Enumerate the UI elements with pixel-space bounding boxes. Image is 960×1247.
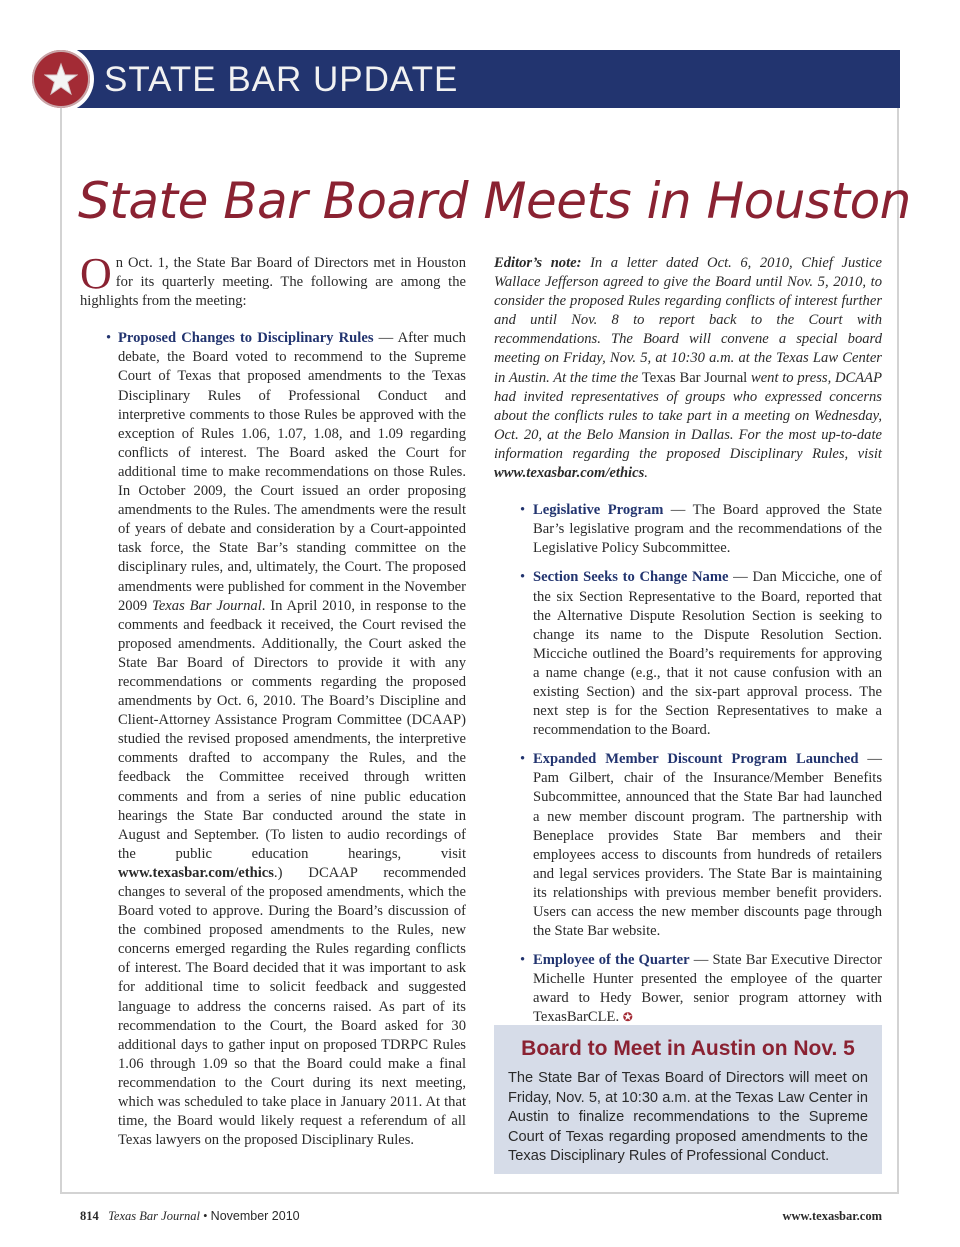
banner-title: STATE BAR UPDATE: [104, 60, 459, 99]
bullet-legislative-program: [494, 501, 882, 558]
box-title: Board to Meet in Austin on Nov. 5: [521, 1037, 855, 1060]
journal-name: Texas Bar Journal: [641, 369, 748, 386]
bullet-text: Pam Gilbert, chair of the Insurance/Member Benefits Subcommittee, announced that the State Bar had launched a new member discount program. The partnership with Beneplace provides State Bar members and their employees access to discounts from hundreds of retailers and legal services providers. The State Bar is maintaining its relationships with previous member benefit providers. Users can access the new member discounts page through the State Bar website.: [533, 770, 882, 940]
ethics-link[interactable]: www.texasbar.com/ethics: [118, 864, 274, 881]
bullet-disciplinary-rules: [80, 329, 466, 1150]
meeting-announcement-box: [494, 1025, 882, 1174]
bullet-separator: —: [858, 751, 882, 768]
note-text: In a letter dated Oct. 6, 2010, Chief Justice Wallace Jefferson agreed to give the Board until Nov. 5, 2010, to consider the proposed Rules regarding conflicts of interest further and until Nov. 8 to report back to the Court with recommendations. The Board will convene a special board meeting on Friday, Nov. 5, at 10:30 a.m. at the Texas Law Center in Austin. At the time the: [494, 255, 882, 386]
bullet-separator: —: [689, 952, 713, 969]
bullet-separator: —: [373, 330, 398, 347]
bullet-title: Section Seeks to Change Name: [533, 569, 729, 586]
footer-website-link[interactable]: www.texasbar.com: [782, 1209, 882, 1223]
drop-cap: O: [80, 249, 112, 298]
bullet-section-name-change: [494, 568, 882, 740]
bullet-separator: —: [663, 502, 693, 519]
note-text: went to press, DCAAP had invited representatives of groups who expressed concerns about the conflicts rules to take part in a meeting on Wednesday, Oct. 20, at the Belo Mansion in Dallas. For the most up-to-date information regarding the proposed Disciplinary Rules, visit: [494, 369, 883, 462]
left-column: [80, 249, 466, 1160]
footer-separator: •: [203, 1209, 208, 1223]
page-number: 814: [80, 1209, 99, 1223]
right-column: [494, 254, 882, 1038]
bullet-title: Employee of the Quarter: [533, 952, 690, 969]
editors-note: [494, 254, 882, 483]
journal-name: Texas Bar Journal: [152, 597, 262, 614]
bullet-employee-of-quarter: [494, 951, 882, 1027]
bullet-text: State Bar Executive Director Michelle Hunter presented the employee of the quarter award to Hedy Bower, senior program attorney with TexasBarCLE.: [533, 952, 883, 1026]
star-icon: [44, 62, 78, 96]
bullet-text: After much debate, the Board voted to recommend to the Supreme Court of Texas that proposed amendments to the Texas Disciplinary Rules of Professional Conduct and interpretive comments to those Rules be approved with the exception of Rules 1.06, 1.07, 1.08, and 1.09 regarding conflicts of interest. The Board asked the Court for additional time to make recommendations on those Rules. In October 2009, the Court issued an order proposing amendments to the Rules. The amendments were the result of years of debate and consideration by a Court-appointed task force, the State Bar’s standing committee on the disciplinary rules, and, ultimately, the Court. The proposed amendments were published for comment in the November 2009: [118, 330, 466, 614]
bullet-text: . In April 2010, in response to the comments and feedback it received, the Court revised the proposed amendments. Additionally, the Court asked the State Bar Board of Directors to provide it with any recommendations or comments regarding the proposed amendments by Oct. 6, 2010. The Board’s Discipline and Client-Attorney Assistance Program Committee (DCAAP) studied the revised proposed amendments, the interpretive comments drafted to accompany the Rules, and the feedback the Committee received through written comments and from a series of nine public education hearings the State Bar conducted around the state in August and September. (To listen to audio recordings of the public education hearings, visit: [118, 597, 466, 862]
ethics-link[interactable]: www.texasbar.com/ethics: [494, 465, 645, 482]
intro-text: n Oct. 1, the State Bar Board of Directors met in Houston for its quarterly meeting. The following are among the highlights from the meeting:: [80, 255, 466, 310]
bullet-separator: —: [728, 569, 753, 586]
intro-paragraph: [80, 249, 466, 311]
bullet-title: Proposed Changes to Disciplinary Rules: [118, 330, 374, 347]
bullet-member-discount: [494, 750, 882, 941]
bullet-text: The Board approved the State Bar’s legislative program and the recommendations of the Legislative Policy Subcommittee.: [533, 502, 882, 557]
bullet-title: Legislative Program: [533, 502, 664, 519]
article-headline: State Bar Board Meets in Houston: [78, 172, 911, 230]
note-end: .: [644, 465, 648, 482]
footer-issue: November 2010: [210, 1209, 300, 1223]
footer-left: [80, 1209, 300, 1224]
bullet-text: Dan Micciche, one of the six Section Representative to the Board, reported that the Alternative Dispute Resolution Section is seeking to change its name to the Dispute Resolution Section. Micciche outlined the Board’s requirements for approving a name change (e.g., that it not cause confusion with an existing Section) and the six-part approval process. The next step is for the Section Representatives to make a recommendation to the Board.: [533, 569, 882, 739]
end-mark-icon: ✪: [622, 1010, 633, 1025]
box-body: The State Bar of Texas Board of Directors will meet on Friday, Nov. 5, at 10:30 a.m. at the Texas Law Center in Austin to finalize recommendations to the Supreme Court of Texas regarding proposed amendments to the Texas Disciplinary Rules of Professional Conduct.: [508, 1070, 868, 1164]
bullet-title: Expanded Member Discount Program Launched: [533, 751, 859, 768]
star-seal-icon: [28, 46, 94, 112]
editors-note-label: Editor’s note:: [494, 255, 582, 271]
footer-journal: Texas Bar Journal: [108, 1209, 201, 1223]
bullet-text: .) DCAAP recommended changes to several of the proposed amendments, which the Board voted to approve. During the Board’s discussion of the combined proposed amendments to the Rules, new concerns emerged regarding the Rules regarding conflicts of interest. The Board decided that it was important to ask for additional time to solicit feedback and suggested language to address the concerns raised. As part of its recommendation to the Court, the Board asked for 30 additional days to gather input on proposed TDRPC Rules 1.06 through 1.09 so that the Board could make a final recommendation to the Court during its next meeting, which was scheduled to take place in January 2011. At that time, the Board would likely request a referendum of all Texas lawyers on the proposed Disciplinary Rules.: [118, 864, 466, 1149]
